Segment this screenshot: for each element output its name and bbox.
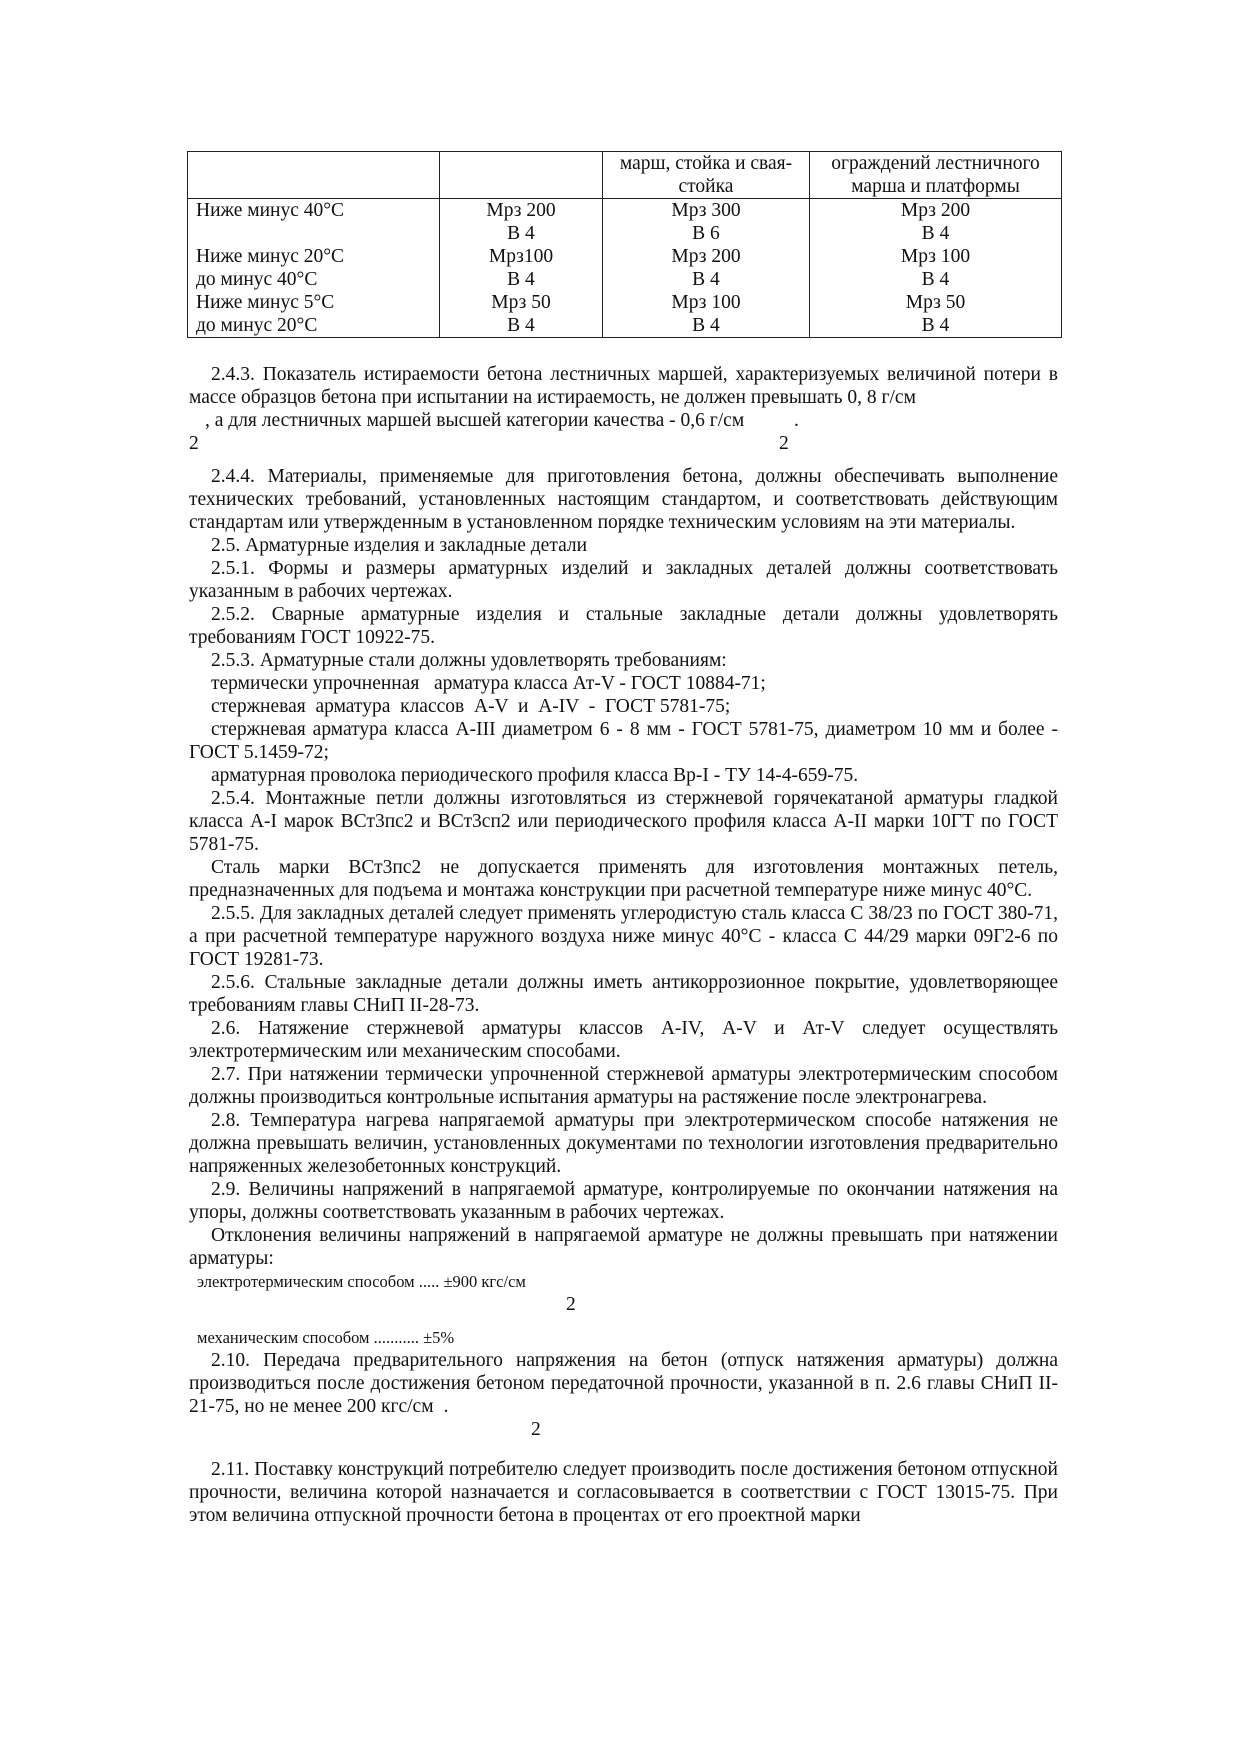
table-row	[188, 291, 1062, 314]
table-cell: Мрз 50	[810, 291, 1062, 314]
table-cell: В 4	[440, 268, 603, 291]
table-header-cell	[440, 152, 603, 199]
table-cell: В 4	[440, 314, 603, 338]
superscript-line	[189, 1293, 1058, 1316]
paragraph-2-5-6: 2.5.6. Стальные закладные детали должны иметь антикоррозионное покрытие, удовлетворяющее требованиям главы СНиП II-28-73.	[189, 972, 1058, 1016]
table-cell: Мрз100	[440, 245, 603, 268]
section-heading-2-5: 2.5. Арматурные изделия и закладные детали	[211, 535, 588, 556]
table-cell: В 4	[603, 268, 810, 291]
paragraph-2-5-2: 2.5.2. Сварные арматурные изделия и стальные закладные детали должны удовлетворять требованиям ГОСТ 10922-75.	[189, 604, 1058, 648]
deviation-mechanical: механическим способом ........... ±5%	[197, 1328, 455, 1347]
table-cell: до минус 40°С	[188, 268, 440, 291]
paragraph-2-5-5: 2.5.5. Для закладных деталей следует применять углеродистую сталь класса С 38/23 по ГОСТ 380-71, а при расчетной температуре наружного воздуха ниже минус 40°С - класса С 44/29 марки 09Г2-6 по ГОСТ 19281-73.	[189, 903, 1058, 970]
list-item: стержневая арматура классов А-V и А-IV - ГОСТ 5781-75;	[211, 696, 731, 717]
table-row	[188, 245, 1062, 268]
table-cell: Мрз 200	[440, 199, 603, 223]
paragraph-2-5-4: 2.5.4. Монтажные петли должны изготовляться из стержневой горячекатаной арматуры гладкой класса А-I марок ВСт3пс2 и ВСт3сп2 или периодического профиля класса А-II марки 10ГТ по ГОСТ 5781-75.	[189, 788, 1058, 855]
paragraph-2-4-3: 2.4.3. Показатель истираемости бетона лестничных маршей, характеризуемых величиной потери в массе образцов бетона при испытании на истираемость, не должен превышать 0, 8 г/см	[189, 364, 1058, 408]
table-row	[188, 222, 1062, 245]
table-cell: до минус 20°С	[188, 314, 440, 338]
paragraph-2-5-3: 2.5.3. Арматурные стали должны удовлетворять требованиям:	[211, 650, 727, 671]
list-item: термически упрочненная арматура класса Ат-V - ГОСТ 10884-71;	[211, 673, 766, 694]
table-cell: Мрз 300	[603, 199, 810, 223]
paragraph-2-4-3-continuation: , а для лестничных маршей высшей категории качества - 0,6 г/см .	[205, 410, 799, 431]
table-cell: Мрз 100	[810, 245, 1062, 268]
frost-resistance-table	[187, 151, 1062, 338]
table-cell: Ниже минус 20°С	[188, 245, 440, 268]
body-text	[189, 363, 1058, 1527]
table-header-cell	[188, 152, 440, 199]
table-cell: Мрз 100	[603, 291, 810, 314]
table-row	[188, 199, 1062, 223]
table-cell: В 4	[603, 314, 810, 338]
list-item: арматурная проволока периодического профиля класса Вр-I - ТУ 14-4-659-75.	[211, 765, 859, 786]
paragraph-2-10: 2.10. Передача предварительного напряжения на бетон (отпуск натяжения арматуры) должна производиться после достижения бетоном передаточной прочности, указанной в п. 2.6 главы СНиП II-21-75, но не менее 200 кгс/см .	[189, 1350, 1058, 1417]
table-cell: Мрз 50	[440, 291, 603, 314]
table-header-cell: ограждений лестничного марша и платформы	[810, 152, 1062, 199]
table-header-row	[188, 152, 1062, 199]
list-item: стержневая арматура класса А-III диаметром 6 - 8 мм - ГОСТ 5781-75, диаметром 10 мм и более - ГОСТ 5.1459-72;	[189, 719, 1058, 763]
paragraph-2-5-1: 2.5.1. Формы и размеры арматурных изделий и закладных деталей должны соответствовать указанным в рабочих чертежах.	[189, 558, 1058, 602]
paragraph-2-7: 2.7. При натяжении термически упрочненной стержневой арматуры электротермическим способом должны производиться контрольные испытания арматуры на растяжение после электронагрева.	[189, 1064, 1058, 1108]
superscript: 2	[531, 1419, 541, 1440]
table-cell: В 4	[810, 222, 1062, 245]
table-cell	[188, 222, 440, 245]
table-cell: В 4	[810, 314, 1062, 338]
table-cell: Мрз 200	[603, 245, 810, 268]
table-cell: Ниже минус 40°С	[188, 199, 440, 223]
superscript: 2	[189, 433, 199, 454]
paragraph-2-9: 2.9. Величины напряжений в напрягаемой арматуре, контролируемые по окончании натяжения на упоры, должны соответствовать указанным в рабочих чертежах.	[189, 1179, 1058, 1223]
table-cell: В 6	[603, 222, 810, 245]
table-row	[188, 268, 1062, 291]
table-row	[188, 314, 1062, 338]
superscript-line	[189, 1418, 1058, 1441]
superscript: 2	[566, 1294, 576, 1315]
paragraph-2-11: 2.11. Поставку конструкций потребителю следует производить после достижения бетоном отпускной прочности, величина которой назначается и согласовывается в соответствии с ГОСТ 13015-75. При этом величина отпускной прочности бетона в процентах от его проектной марки	[189, 1459, 1058, 1526]
paragraph-2-6: 2.6. Натяжение стержневой арматуры классов А-IV, А-V и Ат-V следует осуществлять электротермическим или механическим способами.	[189, 1018, 1058, 1062]
paragraph-2-4-4: 2.4.4. Материалы, применяемые для приготовления бетона, должны обеспечивать выполнение технических требований, установленных настоящим стандартом, и соответствовать действующим стандартам или утвержденным в установленном порядке техническим условиям на эти материалы.	[189, 466, 1058, 533]
table-cell: Ниже минус 5°С	[188, 291, 440, 314]
deviation-electrothermal: электротермическим способом ..... ±900 кгс/см	[197, 1272, 526, 1291]
paragraph-2-5-4-note: Сталь марки ВСт3пс2 не допускается применять для изготовления монтажных петель, предназначенных для подъема и монтажа конструкции при расчетной температуре ниже минус 40°С.	[189, 857, 1058, 901]
table-header-cell: марш, стойка и свая-стойка	[603, 152, 810, 199]
superscript-line	[189, 432, 1058, 455]
superscript: 2	[779, 433, 789, 454]
table-cell: В 4	[440, 222, 603, 245]
paragraph-2-9-note: Отклонения величины напряжений в напрягаемой арматуре не должны превышать при натяжении арматуры:	[189, 1225, 1058, 1269]
table-cell: В 4	[810, 268, 1062, 291]
table-cell: Мрз 200	[810, 199, 1062, 223]
paragraph-2-8: 2.8. Температура нагрева напрягаемой арматуры при электротермическом способе натяжения не должна превышать величин, установленных документами по технологии изготовления предварительно напряженных железобетонных конструкций.	[189, 1110, 1058, 1177]
